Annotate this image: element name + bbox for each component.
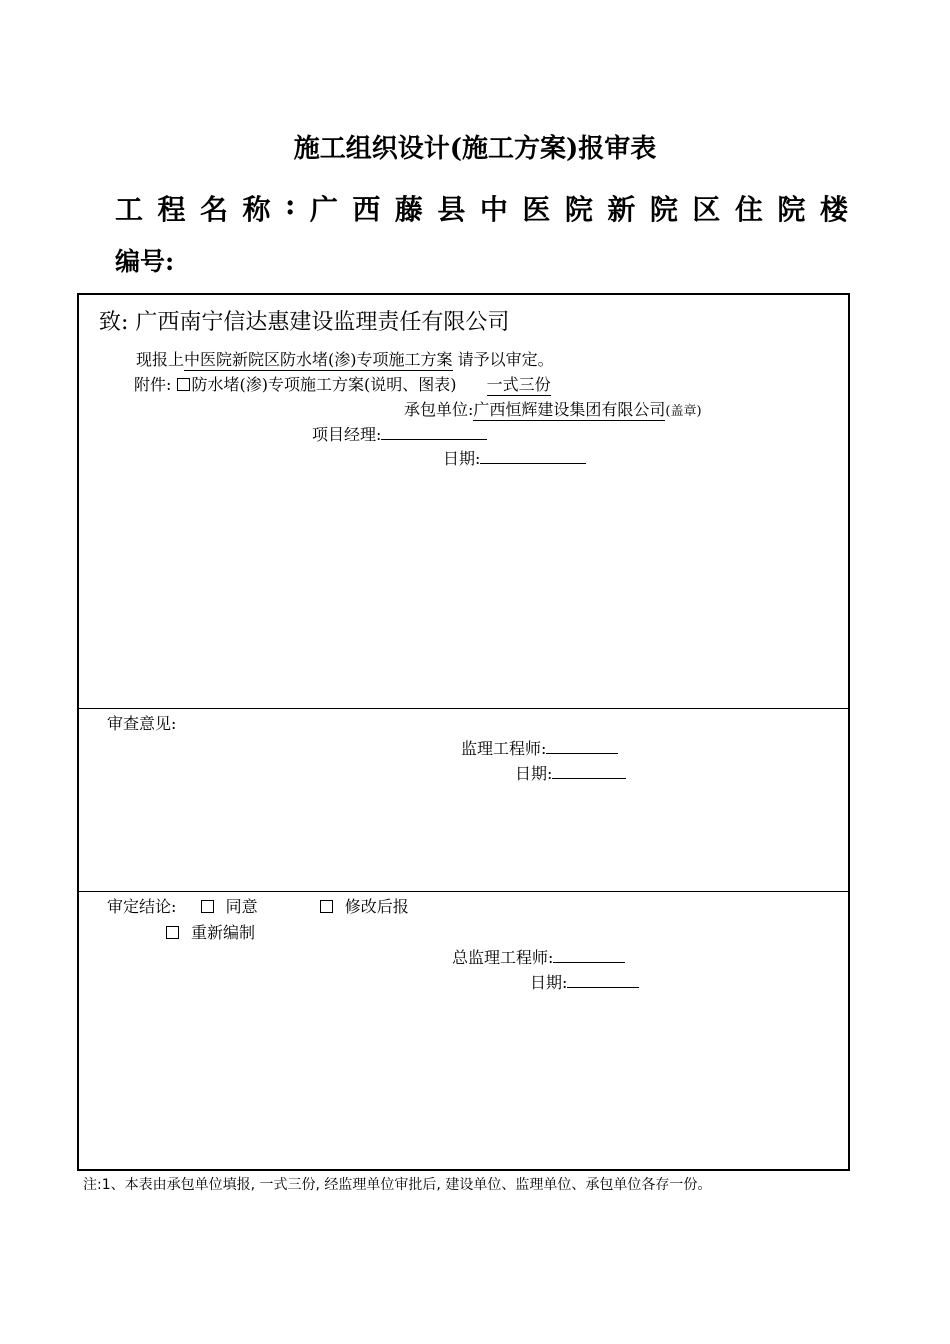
supervisor-signature-field[interactable] (546, 753, 618, 754)
attachment-line (134, 372, 551, 396)
project-name-char: 住 (734, 193, 763, 226)
agree-checkbox[interactable] (201, 900, 214, 913)
contractor-name: 广西恒辉建设集团有限公司 (473, 397, 665, 421)
pm-signature-field[interactable] (381, 439, 487, 440)
chief-supervisor-line (452, 945, 625, 968)
attachment-checkbox[interactable] (177, 378, 190, 391)
modify-checkbox[interactable] (320, 900, 333, 913)
pm-label: 项目经理: (312, 425, 382, 444)
conclusion-line (107, 894, 409, 917)
project-name-char: 县 (437, 193, 466, 226)
project-name-char: 名 (200, 193, 229, 226)
footnote: 注:1、本表由承包单位填报, 一式三份, 经监理单位审批后, 建设单位、监理单位、承包单位各存一份。 (83, 1177, 712, 1193)
project-name-char: : (285, 188, 296, 221)
project-name-char: 西 (352, 193, 381, 226)
option-agree: 同意 (225, 897, 258, 916)
project-name-char: 藤 (394, 193, 423, 226)
form-table (77, 293, 850, 1171)
report-subject: 中医院新院区防水堵(渗)专项施工方案 (184, 347, 453, 371)
report-prefix: 现报上 (136, 350, 185, 369)
date-line-1 (443, 446, 586, 469)
contractor-label: 承包单位: (404, 400, 474, 419)
date-label: 日期: (443, 449, 481, 468)
number-label: 编号: (115, 247, 175, 276)
supervisor-line (461, 736, 618, 759)
date-label: 日期: (515, 764, 553, 783)
project-name-char: 楼 (819, 193, 848, 226)
option-recompile: 重新编制 (191, 923, 256, 942)
project-name-char: 医 (522, 193, 551, 226)
project-name-char: 称 (242, 193, 271, 226)
addressee-line: 致: 广西南宁信达惠建设监理责任有限公司 (99, 310, 510, 335)
project-name-char: 中 (479, 193, 508, 226)
project-manager-line (312, 422, 487, 445)
supervisor-label: 监理工程师: (461, 739, 547, 758)
report-suffix: 请予以审定。 (457, 350, 554, 369)
project-name-char: 区 (692, 193, 721, 226)
form-title: 施工组织设计(施工方案)报审表 (293, 134, 657, 164)
project-name-line (115, 188, 848, 228)
project-name-char: 程 (157, 193, 186, 226)
attachment-prefix: 附件: (134, 375, 172, 394)
contractor-line (404, 397, 702, 421)
report-line (136, 347, 554, 371)
divider (79, 708, 848, 709)
date-field-2[interactable] (552, 778, 626, 779)
option-modify: 修改后报 (344, 897, 409, 916)
project-name-char: 工 (115, 193, 144, 226)
attachment-item: 防水堵(渗)专项施工方案(说明、图表) (191, 375, 457, 394)
project-name-char: 院 (649, 193, 678, 226)
project-name-char: 广 (309, 193, 338, 226)
date-field-1[interactable] (480, 463, 586, 464)
date-line-2 (515, 761, 626, 784)
project-name-char: 新 (607, 193, 636, 226)
date-line-3 (530, 970, 639, 993)
review-label: 审查意见: (107, 714, 177, 733)
date-field-3[interactable] (567, 987, 639, 988)
divider (79, 891, 848, 892)
chief-supervisor-label: 总监理工程师: (452, 948, 554, 967)
attachment-copies: 一式三份 (487, 372, 551, 396)
recompile-option (166, 920, 255, 943)
project-name-char: 院 (564, 193, 593, 226)
conclusion-label: 审定结论: (107, 897, 177, 916)
contractor-seal: (盖章) (665, 404, 702, 419)
recompile-checkbox[interactable] (166, 926, 179, 939)
date-label: 日期: (530, 973, 568, 992)
chief-supervisor-signature-field[interactable] (553, 962, 625, 963)
project-name-char: 院 (777, 193, 806, 226)
